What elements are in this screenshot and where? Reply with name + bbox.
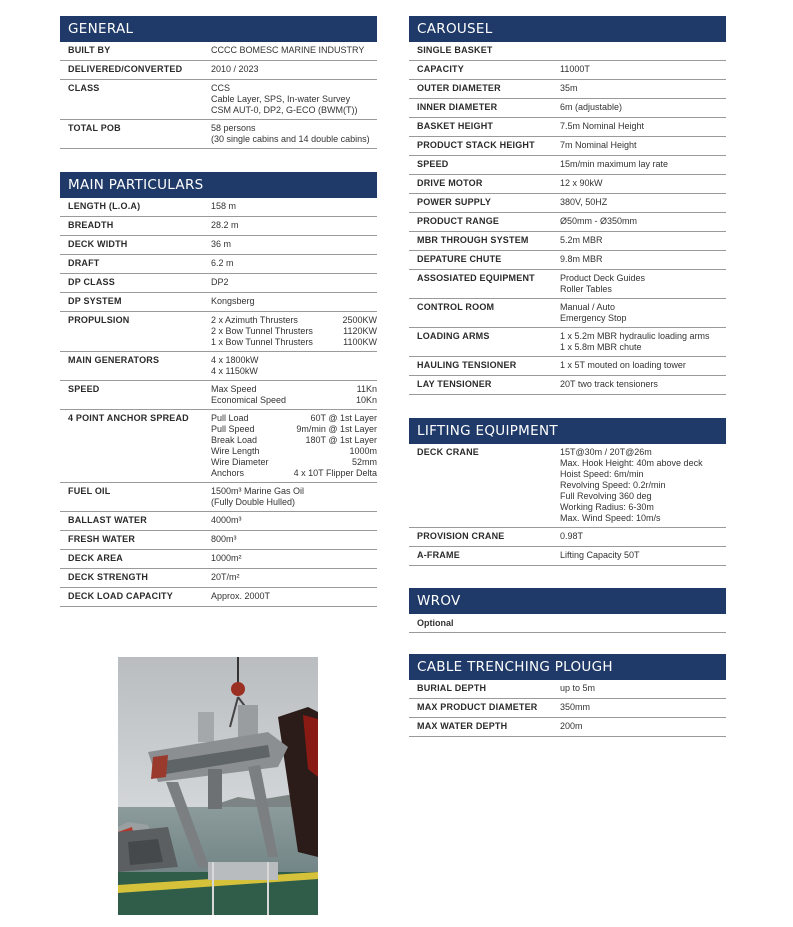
table-row xyxy=(60,274,377,293)
main-particulars-section xyxy=(60,172,377,607)
row-label: DECK AREA xyxy=(68,553,123,563)
value-pair xyxy=(211,457,377,468)
row-value xyxy=(560,254,726,265)
table-row xyxy=(60,293,377,312)
value-line: 15T@30m / 20T@26m xyxy=(560,447,652,457)
table-row xyxy=(60,352,377,381)
row-label: SPEED xyxy=(68,384,100,394)
row-value: Kongsberg xyxy=(211,296,255,306)
row-label: DRAFT xyxy=(68,258,100,268)
pair-value: 2500KW xyxy=(342,315,377,325)
table-row xyxy=(409,328,726,357)
value-pair xyxy=(211,413,377,424)
row-label: ASSOSIATED EQUIPMENT xyxy=(417,273,535,283)
value-line: up to 5m xyxy=(560,683,596,693)
row-label: PROVISION CRANE xyxy=(417,531,505,541)
value-pair xyxy=(211,468,377,479)
carousel-section xyxy=(409,16,726,395)
row-value: Approx. 2000T xyxy=(211,591,271,601)
table-row xyxy=(60,80,377,120)
table-row xyxy=(409,194,726,213)
row-label: TOTAL POB xyxy=(68,123,121,133)
table-row xyxy=(409,376,726,395)
general-section xyxy=(60,16,377,149)
general-rows xyxy=(60,42,377,149)
row-value xyxy=(560,273,726,295)
row-label: PRODUCT STACK HEIGHT xyxy=(417,140,535,150)
carousel-heading: CAROUSEL xyxy=(409,16,726,42)
pair-value: 10Kn xyxy=(355,395,377,405)
lifting-rows xyxy=(409,444,726,566)
pair-value: 1120KW xyxy=(343,326,377,336)
value-line: 9.8m MBR xyxy=(560,254,603,264)
wrov-heading: WROV xyxy=(409,588,726,614)
table-row xyxy=(409,232,726,251)
table-row xyxy=(60,120,377,149)
row-label: LENGTH (L.O.A) xyxy=(68,201,141,211)
value-line: 1 x 5T mouted on loading tower xyxy=(560,360,686,370)
row-value xyxy=(560,178,726,189)
table-row xyxy=(409,118,726,137)
row-label: MAX PRODUCT DIAMETER xyxy=(417,702,538,712)
row-label: DRIVE MOTOR xyxy=(417,178,483,188)
row-label: DP SYSTEM xyxy=(68,296,122,306)
row-label: FUEL OIL xyxy=(68,486,111,496)
value-line: 1500m³ Marine Gas Oil xyxy=(211,486,305,496)
pair-name: 1 x Bow Tunnel Thrusters xyxy=(211,337,313,347)
value-line: 11000T xyxy=(560,64,590,74)
value-line: Working Radius: 6-30m xyxy=(560,502,654,512)
value-line: (30 single cabins and 14 double cabins) xyxy=(211,134,370,144)
row-value xyxy=(560,721,726,732)
pair-name: Break Load xyxy=(211,435,258,445)
pair-name: Max Speed xyxy=(211,384,257,394)
pair-value: 52mm xyxy=(351,457,377,467)
table-row xyxy=(60,512,377,531)
pair-name: Pull Speed xyxy=(211,424,255,434)
value-line: 5.2m MBR xyxy=(560,235,603,245)
row-value xyxy=(211,45,377,56)
table-row xyxy=(60,550,377,569)
value-line: 350mm xyxy=(560,702,591,712)
row-label: DP CLASS xyxy=(68,277,115,287)
row-value: 158 m xyxy=(211,201,237,211)
table-row xyxy=(409,528,726,547)
row-label: LAY TENSIONER xyxy=(417,379,492,389)
row-label: 4 POINT ANCHOR SPREAD xyxy=(68,413,189,423)
table-row xyxy=(409,299,726,328)
table-row xyxy=(409,80,726,99)
row-value: 4000m³ xyxy=(211,515,242,525)
row-value xyxy=(560,64,726,75)
value-line: 0.98T xyxy=(560,531,584,541)
table-row xyxy=(60,410,377,483)
row-value xyxy=(560,302,726,324)
row-value xyxy=(560,331,726,353)
table-row xyxy=(60,255,377,274)
lifting-equipment-section xyxy=(409,418,726,566)
row-label: POWER SUPPLY xyxy=(417,197,492,207)
row-value xyxy=(560,683,726,694)
row-label: SPEED xyxy=(417,159,449,169)
row-label: MBR THROUGH SYSTEM xyxy=(417,235,529,245)
row-value xyxy=(211,486,377,508)
pair-value: 11Kn xyxy=(356,384,377,394)
pair-name: 2 x Bow Tunnel Thrusters xyxy=(211,326,313,336)
row-label: BASKET HEIGHT xyxy=(417,121,494,131)
value-line: 4 x 1150kW xyxy=(211,366,258,376)
table-row xyxy=(409,699,726,718)
value-line: 380V, 50HZ xyxy=(560,197,608,207)
value-line: 2010 / 2023 xyxy=(211,64,259,74)
table-row xyxy=(409,357,726,376)
row-label: PRODUCT RANGE xyxy=(417,216,500,226)
pair-value: 4 x 10T Flipper Delta xyxy=(293,468,377,478)
row-value xyxy=(560,360,726,371)
table-row xyxy=(60,569,377,588)
row-label: BUILT BY xyxy=(68,45,111,55)
pair-name: Wire Diameter xyxy=(211,457,269,467)
row-label: BURIAL DEPTH xyxy=(417,683,487,693)
row-label: DECK CRANE xyxy=(417,447,480,457)
row-value xyxy=(560,216,726,227)
row-value: DP2 xyxy=(211,277,229,287)
row-value xyxy=(560,531,726,542)
value-line: Max. Hook Height: 40m above deck xyxy=(560,458,703,468)
general-heading: GENERAL xyxy=(60,16,377,42)
row-value: 800m³ xyxy=(211,534,237,544)
row-label: LOADING ARMS xyxy=(417,331,490,341)
wrov-section xyxy=(409,588,726,633)
table-row xyxy=(60,381,377,410)
row-value xyxy=(560,447,726,524)
value-line: Max. Wind Speed: 10m/s xyxy=(560,513,661,523)
table-row xyxy=(409,42,726,61)
table-row xyxy=(409,175,726,194)
value-line: Hoist Speed: 6m/min xyxy=(560,469,644,479)
pair-value: 180T @ 1st Layer xyxy=(305,435,377,445)
carousel-rows xyxy=(409,42,726,395)
row-label: INNER DIAMETER xyxy=(417,102,498,112)
pair-name: Pull Load xyxy=(211,413,249,423)
row-label: DECK LOAD CAPACITY xyxy=(68,591,173,601)
value-line: 1 x 5.2m MBR hydraulic loading arms xyxy=(560,331,710,341)
value-line: CCS xyxy=(211,83,231,93)
value-pair xyxy=(211,326,377,337)
table-row xyxy=(60,312,377,352)
value-pair xyxy=(211,337,377,348)
value-line: Full Revolving 360 deg xyxy=(560,491,652,501)
pair-name: Anchors xyxy=(211,468,245,478)
value-pair xyxy=(211,395,377,406)
plough-heading: CABLE TRENCHING PLOUGH xyxy=(409,654,726,680)
row-value xyxy=(211,123,377,145)
row-label: DELIVERED/CONVERTED xyxy=(68,64,183,74)
table-row xyxy=(60,198,377,217)
value-pair xyxy=(211,435,377,446)
row-value xyxy=(211,413,377,479)
pair-name: Wire Length xyxy=(211,446,260,456)
value-pair xyxy=(211,384,377,395)
plough-rows xyxy=(409,680,726,737)
value-pair xyxy=(211,446,377,457)
row-label: CONTROL ROOM xyxy=(417,302,495,312)
row-label: MAIN GENERATORS xyxy=(68,355,160,365)
value-line: 1 x 5.8m MBR chute xyxy=(560,342,642,352)
value-line: Ø50mm - Ø350mm xyxy=(560,216,638,226)
row-label: BREADTH xyxy=(68,220,114,230)
value-line: Manual / Auto xyxy=(560,302,616,312)
main-particulars-heading: MAIN PARTICULARS xyxy=(60,172,377,198)
value-pair xyxy=(211,315,377,326)
row-label: CLASS xyxy=(68,83,100,93)
table-row xyxy=(409,680,726,699)
value-line: Lifting Capacity 50T xyxy=(560,550,640,560)
value-line: Emergency Stop xyxy=(560,313,627,323)
row-value xyxy=(560,235,726,246)
table-row xyxy=(409,99,726,118)
table-row xyxy=(60,42,377,61)
row-label: DECK WIDTH xyxy=(68,239,128,249)
row-value: 28.2 m xyxy=(211,220,239,230)
value-line: 200m xyxy=(560,721,583,731)
cable-trenching-plough-section xyxy=(409,654,726,737)
table-row xyxy=(60,588,377,607)
table-row xyxy=(60,61,377,80)
wrov-note: Optional xyxy=(409,614,726,633)
value-line: 15m/min maximum lay rate xyxy=(560,159,669,169)
value-line: Cable Layer, SPS, In-water Survey xyxy=(211,94,351,104)
value-line: CSM AUT-0, DP2, G-ECO (BWM(T)) xyxy=(211,105,358,115)
table-row xyxy=(60,236,377,255)
table-row xyxy=(409,137,726,156)
row-label: DEPATURE CHUTE xyxy=(417,254,502,264)
pair-value: 1000m xyxy=(349,446,377,456)
table-row xyxy=(409,156,726,175)
row-value xyxy=(211,83,377,116)
row-label: PROPULSION xyxy=(68,315,130,325)
row-value xyxy=(560,159,726,170)
value-line: 12 x 90kW xyxy=(560,178,603,188)
row-value xyxy=(560,83,726,94)
table-row xyxy=(409,547,726,566)
lifting-equipment-heading: LIFTING EQUIPMENT xyxy=(409,418,726,444)
value-line: (Fully Double Hulled) xyxy=(211,497,296,507)
row-label: SINGLE BASKET xyxy=(417,45,493,55)
value-pair xyxy=(211,424,377,435)
vessel-deck-photo xyxy=(118,657,318,915)
row-value: 6.2 m xyxy=(211,258,234,268)
value-line: Product Deck Guides xyxy=(560,273,646,283)
value-line: 20T two track tensioners xyxy=(560,379,658,389)
table-row xyxy=(409,213,726,232)
value-line: 35m xyxy=(560,83,578,93)
row-value xyxy=(560,550,726,561)
table-row xyxy=(409,61,726,80)
row-label: BALLAST WATER xyxy=(68,515,147,525)
row-label: MAX WATER DEPTH xyxy=(417,721,508,731)
row-value xyxy=(560,197,726,208)
table-row xyxy=(409,251,726,270)
table-row xyxy=(409,718,726,737)
table-row xyxy=(409,270,726,299)
row-label: DECK STRENGTH xyxy=(68,572,149,582)
row-value xyxy=(560,702,726,713)
row-value xyxy=(211,384,377,406)
table-row xyxy=(60,217,377,236)
row-value xyxy=(560,140,726,151)
table-row xyxy=(409,444,726,528)
value-line: Roller Tables xyxy=(560,284,612,294)
row-value xyxy=(560,121,726,132)
row-label: CAPACITY xyxy=(417,64,464,74)
value-line: 6m (adjustable) xyxy=(560,102,623,112)
value-line: 7m Nominal Height xyxy=(560,140,637,150)
row-label: A-FRAME xyxy=(417,550,460,560)
pair-name: 2 x Azimuth Thrusters xyxy=(211,315,298,325)
value-line: Revolving Speed: 0.2r/min xyxy=(560,480,666,490)
row-value: 20T/m² xyxy=(211,572,240,582)
pair-name: Economical Speed xyxy=(211,395,287,405)
row-label: OUTER DIAMETER xyxy=(417,83,501,93)
pair-value: 1100KW xyxy=(343,337,377,347)
pair-value: 9m/min @ 1st Layer xyxy=(296,424,377,434)
row-value xyxy=(560,102,726,113)
value-line: 58 persons xyxy=(211,123,256,133)
pair-value: 60T @ 1st Layer xyxy=(310,413,377,423)
value-line: 7.5m Nominal Height xyxy=(560,121,645,131)
row-label: FRESH WATER xyxy=(68,534,136,544)
row-label: HAULING TENSIONER xyxy=(417,360,517,370)
row-value: 1000m² xyxy=(211,553,242,563)
row-value: 36 m xyxy=(211,239,232,249)
table-row xyxy=(60,483,377,512)
value-line: CCCC BOMESC MARINE INDUSTRY xyxy=(211,45,365,55)
row-value xyxy=(211,64,377,75)
row-value xyxy=(560,379,726,390)
table-row xyxy=(60,531,377,550)
row-value xyxy=(211,355,377,377)
row-value xyxy=(211,315,377,348)
value-line: 4 x 1800kW xyxy=(211,355,259,365)
